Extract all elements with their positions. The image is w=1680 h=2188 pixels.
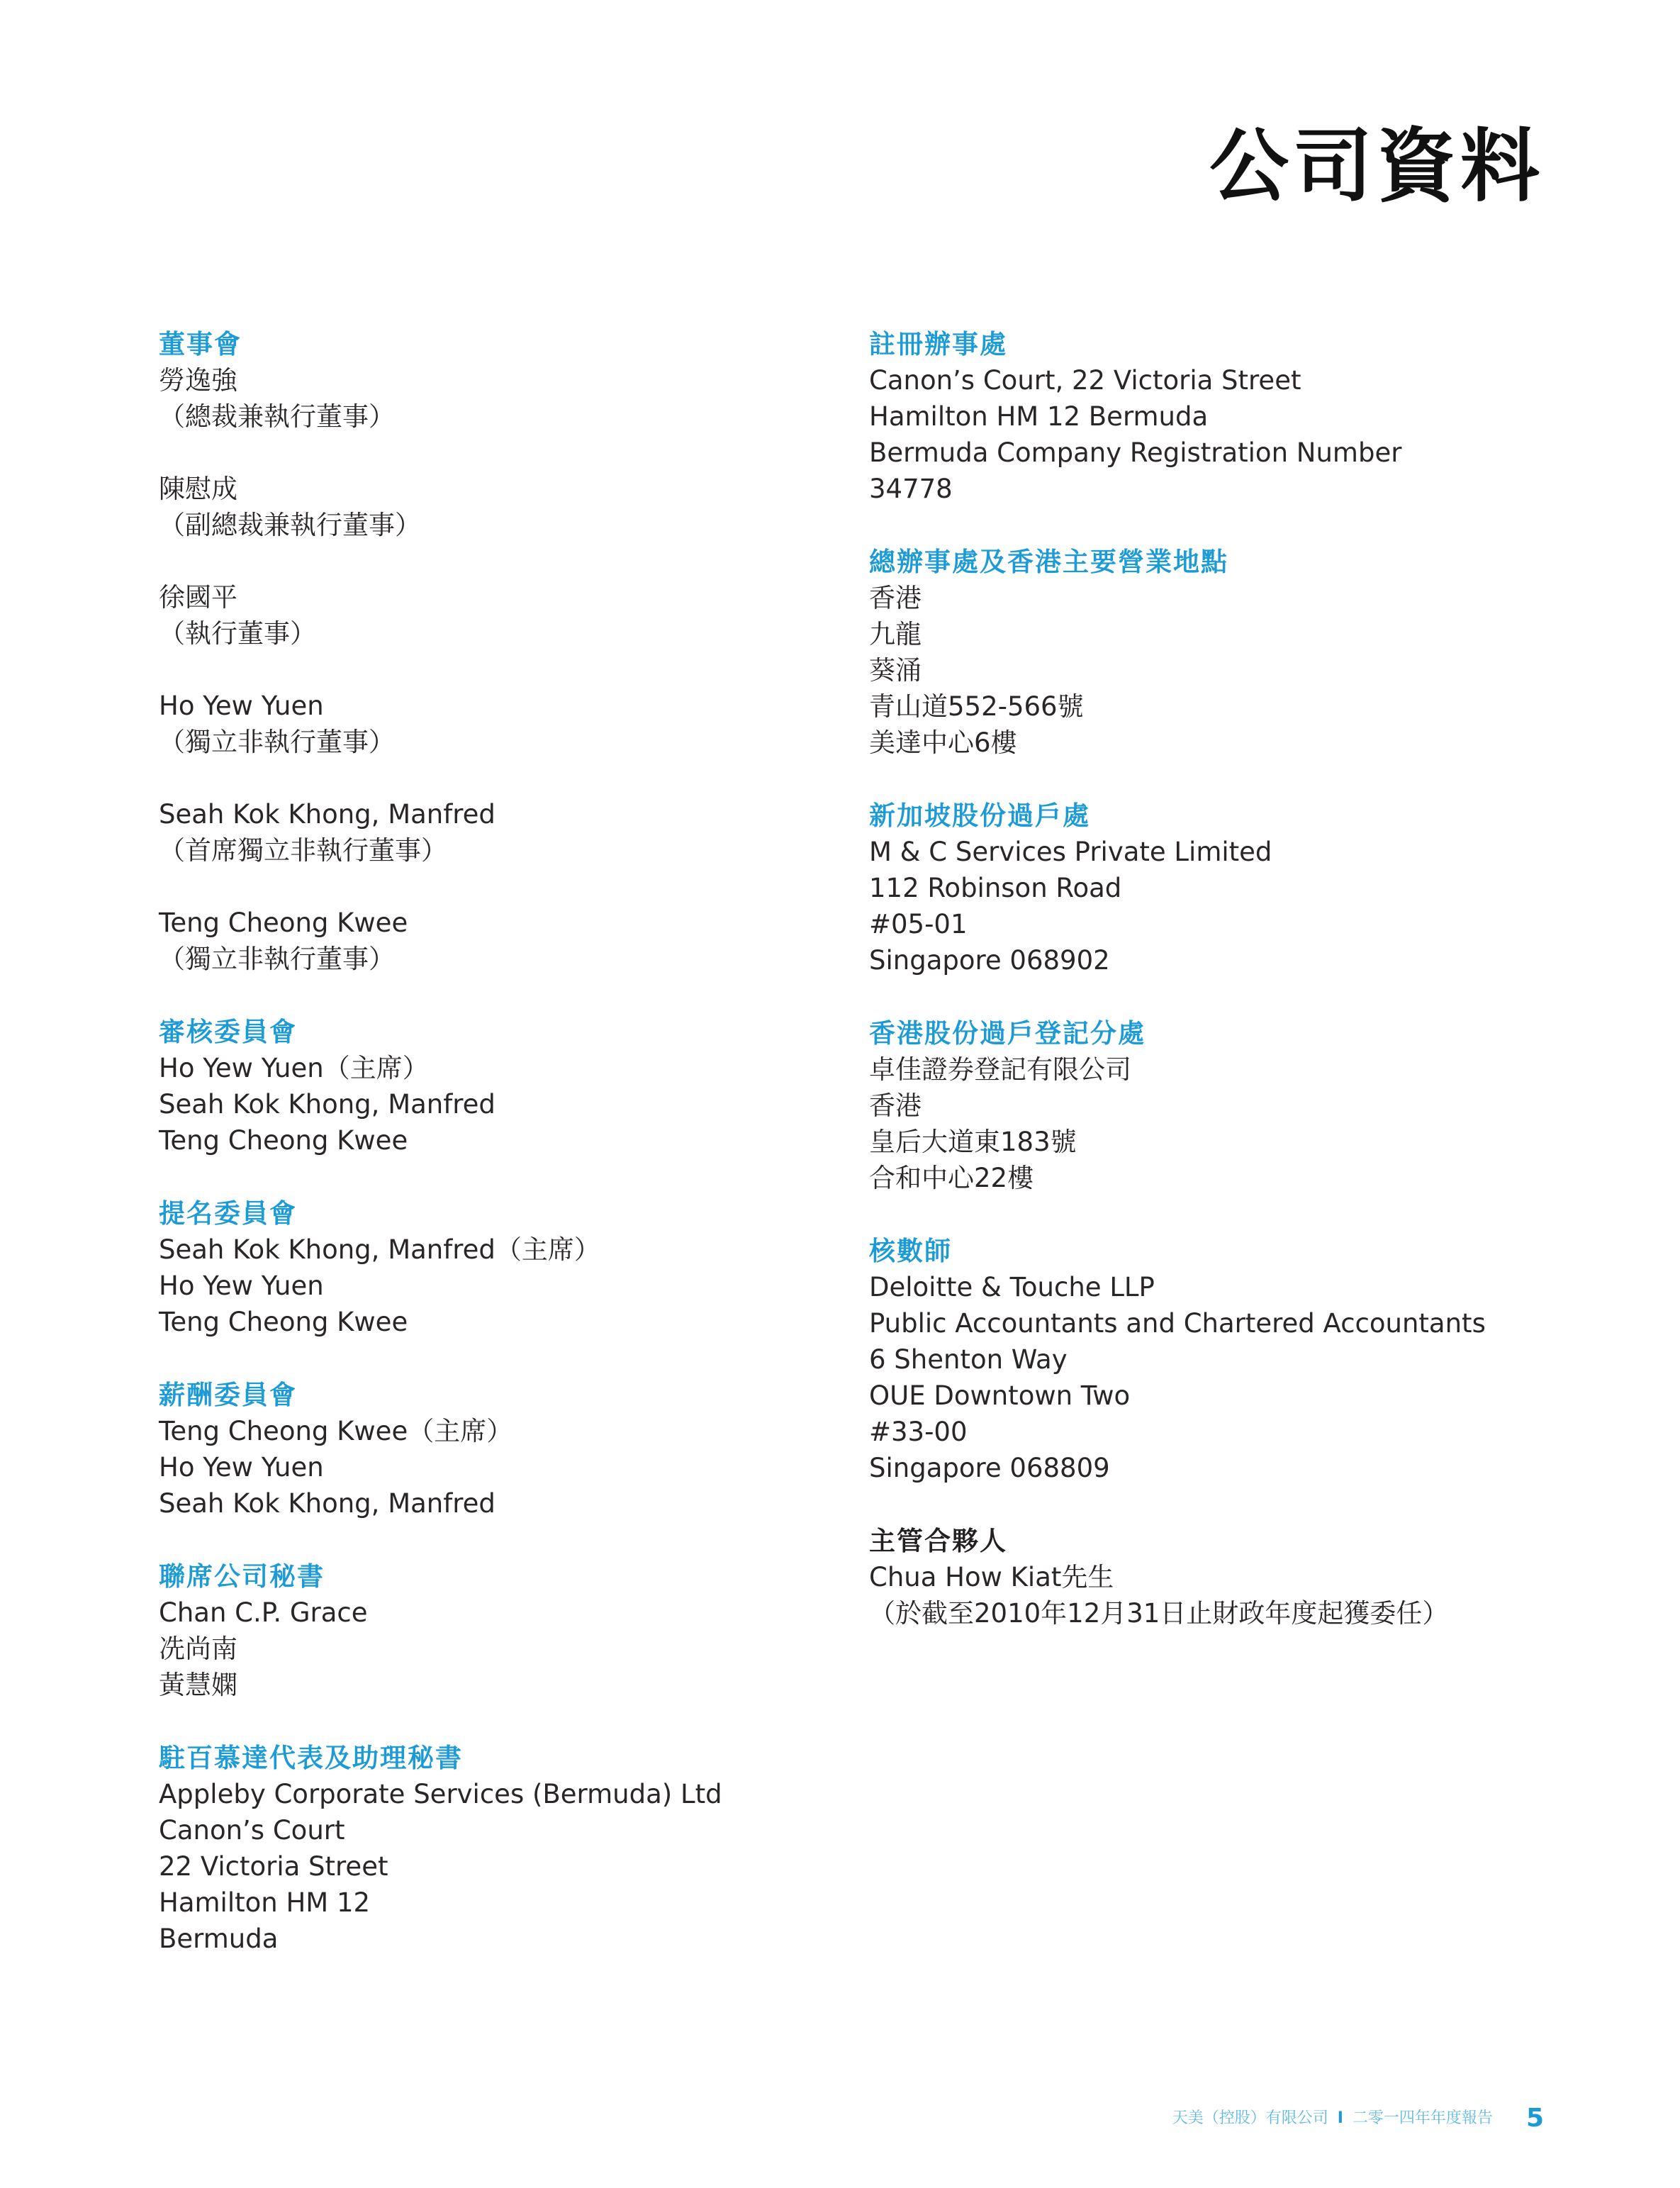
address-line: 34778 <box>869 474 953 504</box>
committee-member: Teng Cheong Kwee <box>159 1125 408 1156</box>
right-column <box>869 326 1578 1668</box>
address-line: Singapore 068809 <box>869 1453 1110 1483</box>
address-line: 合和中心22樓 <box>869 1163 1034 1193</box>
partner-note: （於截至2010年12月31日止財政年度起獲委任） <box>869 1598 1449 1629</box>
address-line: 皇后大道東183號 <box>869 1127 1077 1157</box>
director-name: Teng Cheong Kwee <box>159 908 408 938</box>
committee-member: Ho Yew Yuen <box>159 1271 324 1301</box>
director-name: Seah Kok Khong, Manfred <box>159 799 495 830</box>
address-line: #33-00 <box>869 1417 968 1447</box>
address-line: #05-01 <box>869 909 968 939</box>
address-line: 九龍 <box>869 619 922 649</box>
address-line: Public Accountants and Chartered Accountants <box>869 1308 1486 1339</box>
registered-office-heading: 註冊辦事處 <box>869 329 1007 359</box>
address-line: 6 Shenton Way <box>869 1344 1068 1375</box>
address-line: Canon’s Court, 22 Victoria Street <box>869 365 1301 396</box>
address-line: 香港 <box>869 583 922 613</box>
hk-transfer-heading: 香港股份過戶登記分處 <box>869 1018 1146 1049</box>
engagement-partner-section <box>869 1523 1578 1631</box>
director-role: （首席獨立非執行董事） <box>159 835 447 866</box>
audit-committee-heading: 審核委員會 <box>159 1017 297 1047</box>
nomination-committee-section <box>159 1195 839 1340</box>
bermuda-representative-section <box>159 1740 839 1957</box>
auditors-heading: 核數師 <box>869 1236 952 1266</box>
committee-member: Teng Cheong Kwee <box>159 1307 408 1337</box>
committee-member: Teng Cheong Kwee（主席） <box>159 1416 513 1446</box>
board-heading: 董事會 <box>159 329 242 359</box>
address-line: Canon’s Court <box>159 1815 345 1846</box>
footer-company: 天美（控股）有限公司 <box>1172 2109 1328 2127</box>
address-line: OUE Downtown Two <box>869 1380 1131 1411</box>
address-line: 香港 <box>869 1090 922 1121</box>
bermuda-representative-heading: 駐百慕達代表及助理秘書 <box>159 1743 463 1773</box>
remuneration-committee-heading: 薪酬委員會 <box>159 1380 297 1410</box>
director-role: （執行董事） <box>159 618 316 649</box>
nomination-committee-heading: 提名委員會 <box>159 1198 297 1229</box>
head-office-section <box>869 544 1578 761</box>
address-line: 22 Victoria Street <box>159 1851 388 1882</box>
director-name: 勞逸強 <box>159 365 237 396</box>
director-role: （副總裁兼執行董事） <box>159 510 421 540</box>
address-line: Bermuda <box>159 1924 279 1954</box>
committee-member: Seah Kok Khong, Manfred <box>159 1089 495 1120</box>
auditors-section <box>869 1233 1578 1486</box>
address-line: M & C Services Private Limited <box>869 837 1272 867</box>
address-line: 葵涌 <box>869 655 922 686</box>
secretary-name: 黃慧嫻 <box>159 1670 237 1700</box>
board-section <box>159 326 839 977</box>
committee-member: Seah Kok Khong, Manfred <box>159 1488 495 1519</box>
secretary-name: 冼尚南 <box>159 1634 237 1664</box>
director-name: Ho Yew Yuen <box>159 691 324 721</box>
committee-member: Ho Yew Yuen <box>159 1452 324 1483</box>
partner-name: Chua How Kiat先生 <box>869 1562 1114 1592</box>
address-line: Appleby Corporate Services (Bermuda) Ltd <box>159 1779 722 1809</box>
audit-committee-section <box>159 1014 839 1159</box>
page-number: 5 <box>1525 2104 1544 2133</box>
company-secretaries-heading: 聯席公司秘書 <box>159 1561 325 1592</box>
secretary-name: Chan C.P. Grace <box>159 1597 368 1628</box>
engagement-partner-heading: 主管合夥人 <box>869 1526 1007 1556</box>
footer-report: 二零一四年年度報告 <box>1352 2109 1493 2127</box>
address-line: Singapore 068902 <box>869 945 1110 976</box>
address-line: Hamilton HM 12 Bermuda <box>869 401 1209 432</box>
address-line: 青山道552-566號 <box>869 691 1084 722</box>
director-name: 陳慰成 <box>159 474 237 504</box>
address-line: 美達中心6樓 <box>869 727 1017 758</box>
address-line: Deloitte & Touche LLP <box>869 1272 1155 1302</box>
address-line: 112 Robinson Road <box>869 873 1122 903</box>
committee-member: Ho Yew Yuen（主席） <box>159 1053 429 1083</box>
address-line: Bermuda Company Registration Number <box>869 437 1402 468</box>
address-line: Hamilton HM 12 <box>159 1887 371 1918</box>
singapore-transfer-section <box>869 798 1578 978</box>
page-title: 公司資料 <box>1209 121 1544 213</box>
head-office-heading: 總辦事處及香港主要營業地點 <box>869 547 1228 577</box>
left-column <box>159 326 839 1994</box>
remuneration-committee-section <box>159 1377 839 1522</box>
hk-transfer-section <box>869 1015 1578 1196</box>
company-secretaries-section <box>159 1558 839 1703</box>
address-line: 卓佳證券登記有限公司 <box>869 1054 1131 1085</box>
registered-office-section <box>869 326 1578 507</box>
page-footer <box>1172 2104 1544 2133</box>
director-role: （總裁兼執行董事） <box>159 401 395 432</box>
director-role: （獨立非執行董事） <box>159 944 395 974</box>
singapore-transfer-heading: 新加坡股份過戶處 <box>869 800 1090 831</box>
director-role: （獨立非執行董事） <box>159 727 395 757</box>
footer-separator: I <box>1337 2109 1343 2127</box>
director-name: 徐國平 <box>159 582 237 613</box>
committee-member: Seah Kok Khong, Manfred（主席） <box>159 1234 600 1265</box>
